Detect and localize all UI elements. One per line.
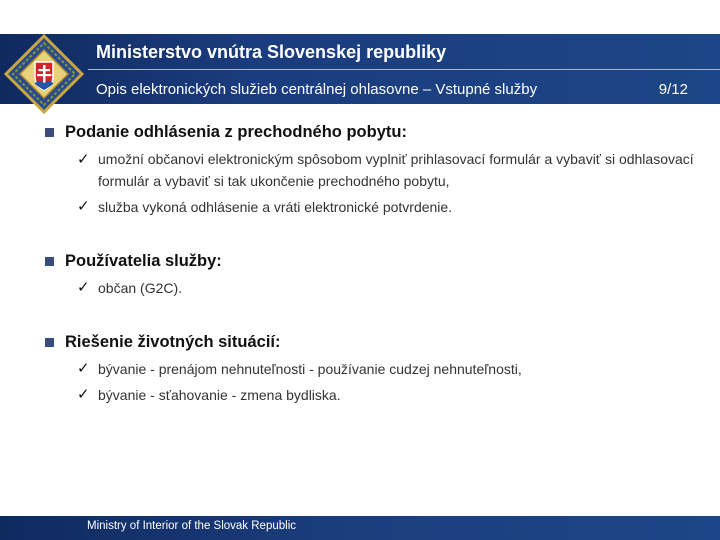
slide-footer — [0, 516, 720, 540]
list-item — [77, 277, 697, 299]
list-item — [77, 196, 697, 218]
section-heading-text: Riešenie životných situácií: — [65, 333, 281, 351]
footer-text: Ministry of Interior of the Slovak Republic — [87, 520, 297, 532]
list-item — [77, 358, 697, 380]
list-item-text: služba vykoná odhlásenie a vráti elektronické potvrdenie. — [98, 199, 453, 215]
checkmark-icon: ✓ — [77, 360, 90, 377]
section-bullet — [45, 128, 54, 137]
list-item — [77, 384, 697, 406]
ministry-emblem-icon — [4, 34, 84, 114]
list-item — [77, 148, 697, 192]
section-bullet — [45, 338, 54, 347]
checkmark-icon: ✓ — [77, 150, 90, 168]
list-item-text: občan (G2C). — [98, 280, 183, 296]
header-title: Ministerstvo vnútra Slovenskej republiky — [96, 42, 447, 62]
section-heading-text: Podanie odhlásenia z prechodného pobytu: — [65, 123, 407, 141]
header-divider — [88, 69, 720, 70]
list-item-text: bývanie - sťahovanie - zmena bydliska. — [98, 387, 341, 403]
header-subtitle: Opis elektronických služieb centrálnej ohlasovne – Vstupné služby — [96, 81, 538, 98]
list-item-text: bývanie - prenájom nehnuteľnosti - používanie cudzej nehnuteľnosti, — [98, 361, 522, 377]
checkmark-icon: ✓ — [77, 386, 90, 403]
checkmark-icon: ✓ — [77, 279, 90, 296]
section-bullet — [45, 257, 54, 266]
section-heading-text: Používatelia služby: — [65, 252, 222, 270]
list-item-text: umožní občanovi elektronickým spôsobom vyplniť prihlasovací formulár a vybaviť si odhlasovací formulár a vybaviť si tak ukončenie prechodného pobytu, — [98, 151, 694, 189]
checkmark-icon: ✓ — [77, 198, 90, 215]
page-number: 9/12 — [658, 81, 688, 98]
slide-header — [0, 34, 720, 104]
